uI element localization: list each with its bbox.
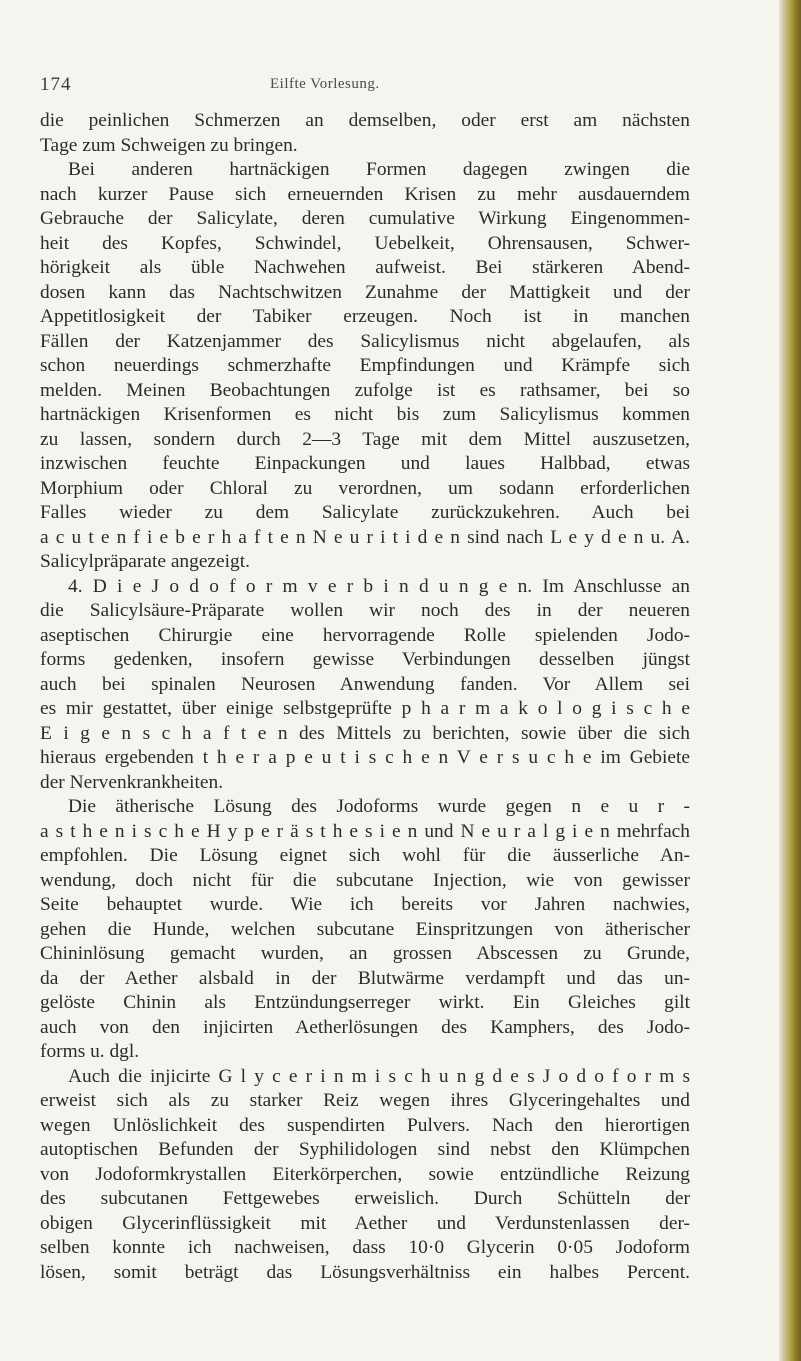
text-line: Bei anderen hartnäckigen Formen dagegen zwingen die (68, 159, 690, 180)
text-line: empfohlen. Die Lösung eignet sich wohl für die äusserliche An- (40, 845, 690, 866)
text-line: wegen Unlöslichkeit des suspendirten Pulvers. Nach den hierortigen (40, 1114, 690, 1136)
text-line: gehen die Hunde, welchen subcutane Einspritzungen von ätherischer (40, 918, 690, 940)
text-line: dosen kann das Nachtschwitzen Zunahme der Mattigkeit und der (40, 281, 690, 303)
text-line: des subcutanen Fettgewebes erweislich. Durch Schütteln der (40, 1188, 690, 1209)
text-line: a c u t e n f i e b e r h a f t e n N e u r i t i d e n sind nach L e y d e n u. A. (40, 526, 690, 548)
text-line: forms u. dgl. (40, 1041, 140, 1062)
text-line: forms gedenken, insofern gewisse Verbindungen desselben jüngst (40, 649, 690, 670)
page-number: 174 (40, 74, 72, 95)
text-line: Salicylpräparate angezeigt. (40, 551, 250, 572)
text-line: Tage zum Schweigen zu bringen. (40, 134, 298, 156)
text-line: Morphium oder Chloral zu verordnen, um sodann erforderlichen (40, 477, 690, 499)
text-line: inzwischen feuchte Einpackungen und laues Halbbad, etwas (40, 453, 690, 474)
text-line: von Jodoformkrystallen Eiterkörperchen, sowie entzündliche Reizung (40, 1163, 690, 1185)
running-head: Eilfte Vorlesung. (270, 76, 380, 92)
text-line: E i g e n s c h a f t e n des Mittels zu berichten, sowie über die sich (40, 722, 690, 744)
text-line: erweist sich als zu starker Reiz wegen ihres Glyceringehaltes und (40, 1090, 690, 1111)
text-line: Chininlösung gemacht wurden, an grossen Abscessen zu Grunde, (40, 943, 690, 964)
text-line: hartnäckigen Krisenformen es nicht bis zum Salicylismus kommen (40, 404, 690, 425)
page-header (40, 74, 680, 102)
text-line: Falles wieder zu dem Salicylate zurückzukehren. Auch bei (40, 502, 690, 523)
text-line: Gebrauche der Salicylate, deren cumulative Wirkung Eingenommen- (40, 208, 690, 229)
page-edge (779, 0, 801, 1361)
text-line: lösen, somit beträgt das Lösungsverhältniss ein halbes Percent. (40, 1261, 690, 1283)
text-line: a s t h e n i s c h e H y p e r ä s t h e s i e n und N e u r a l g i e n mehrfach (40, 820, 690, 842)
text-line: wendung, doch nicht für die subcutane Injection, wie von gewisser (40, 869, 690, 891)
text-line: obigen Glycerinflüssigkeit mit Aether und Verdunstenlassen der- (40, 1212, 690, 1234)
text-line: Auch die injicirte G l y c e r i n m i s c h u n g d e s J o d o f o r m s (68, 1065, 690, 1087)
text-line: zu lassen, sondern durch 2—3 Tage mit dem Mittel auszusetzen, (40, 428, 690, 450)
body-text (40, 109, 690, 1285)
text-line: auch von den injicirten Aetherlösungen des Kamphers, des Jodo- (40, 1016, 690, 1038)
text-line: 4. D i e J o d o f o r m v e r b i n d u n g e n. Im Anschlusse an (68, 575, 690, 597)
text-line: auch bei spinalen Neurosen Anwendung fanden. Vor Allem sei (40, 673, 690, 695)
text-line: gelöste Chinin als Entzündungserreger wirkt. Ein Gleiches gilt (40, 992, 690, 1013)
text-line: hieraus ergebenden t h e r a p e u t i s c h e n V e r s u c h e im Gebiete (40, 747, 690, 768)
text-line: schon neuerdings schmerzhafte Empfindungen und Krämpfe sich (40, 355, 690, 376)
text-line: da der Aether alsbald in der Blutwärme verdampft und das un- (40, 967, 690, 989)
text-line: melden. Meinen Beobachtungen zufolge ist es rathsamer, bei so (40, 379, 690, 401)
text-line: autoptischen Befunden der Syphilidologen sind nebst den Klümpchen (40, 1139, 690, 1160)
text-line: die Salicylsäure-Präparate wollen wir noch des in der neueren (40, 600, 690, 621)
text-line: selben konnte ich nachweisen, dass 10·0 Glycerin 0·05 Jodoform (40, 1237, 690, 1258)
text-line: Die ätherische Lösung des Jodoforms wurde gegen n e u r - (68, 796, 690, 817)
text-line: Appetitlosigkeit der Tabiker erzeugen. Noch ist in manchen (40, 306, 690, 327)
text-line: der Nervenkrankheiten. (40, 771, 224, 793)
text-line: Fällen der Katzenjammer des Salicylismus nicht abgelaufen, als (40, 330, 690, 352)
text-line: die peinlichen Schmerzen an demselben, oder erst am nächsten (40, 110, 690, 131)
text-line: hörigkeit als üble Nachwehen aufweist. Bei stärkeren Abend- (40, 257, 690, 278)
text-line: es mir gestattet, über einige selbstgeprüfte p h a r m a k o l o g i s c h e (40, 698, 690, 719)
text-line: Seite behauptet wurde. Wie ich bereits vor Jahren nachwies, (40, 894, 690, 915)
text-line: heit des Kopfes, Schwindel, Uebelkeit, Ohrensausen, Schwer- (40, 232, 690, 254)
text-line: aseptischen Chirurgie eine hervorragende Rolle spielenden Jodo- (40, 624, 690, 646)
text-line: nach kurzer Pause sich erneuernden Krisen zu mehr ausdauerndem (40, 183, 690, 205)
